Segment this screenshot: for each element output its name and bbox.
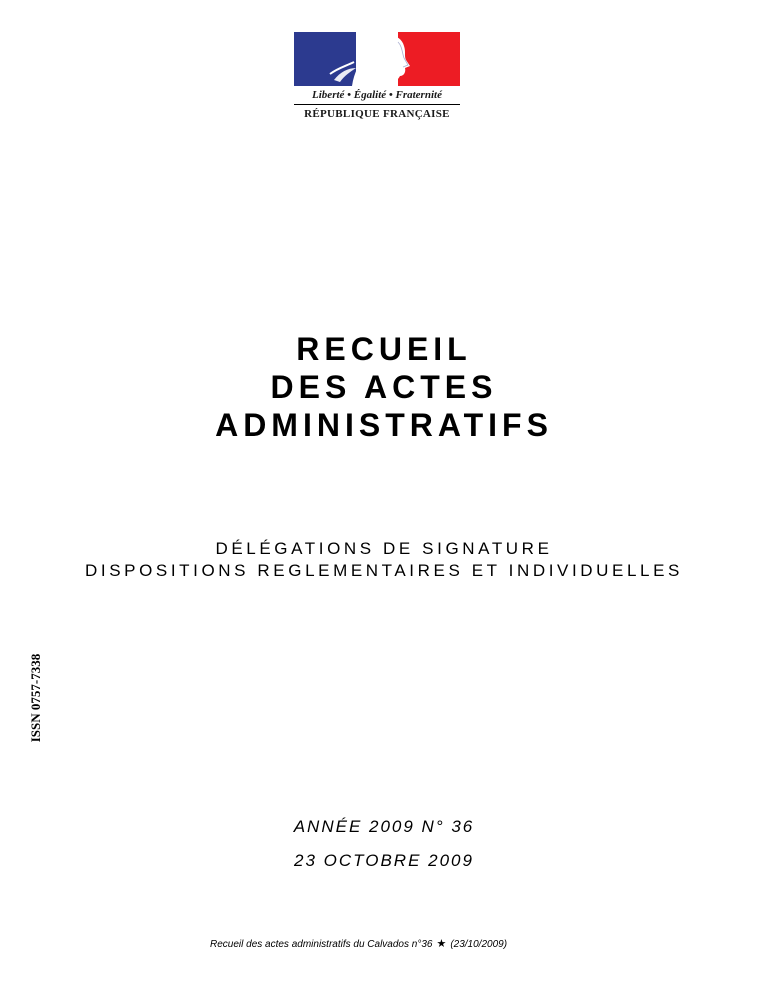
title-line-1: RECUEIL [296,331,472,367]
marianne-flag-icon [294,32,460,86]
star-icon: ★ [436,938,447,950]
title-line-2: DES ACTES [270,369,498,405]
issue-year-number: ANNÉE 2009 N° 36 [293,817,475,836]
title-line-3: ADMINISTRATIFS [215,407,553,443]
issue-date: 23 OCTOBRE 2009 [294,851,474,870]
republique-francaise-label: RÉPUBLIQUE FRANÇAISE [304,108,450,120]
footer-text: Recueil des actes administratifs du Calvados n°36 [210,939,433,950]
footer-date: (23/10/2009) [450,939,508,950]
logo-divider [294,104,460,105]
issn-label: ISSN 0757-7338 [28,653,43,743]
republique-francaise-logo [294,32,460,122]
motto: Liberté • Égalité • Fraternité [312,89,442,101]
page-footer [210,937,507,950]
subtitle-line-2: DISPOSITIONS REGLEMENTAIRES ET INDIVIDUELLES [85,561,683,580]
subtitle-line-1: DÉLÉGATIONS DE SIGNATURE [215,539,553,558]
